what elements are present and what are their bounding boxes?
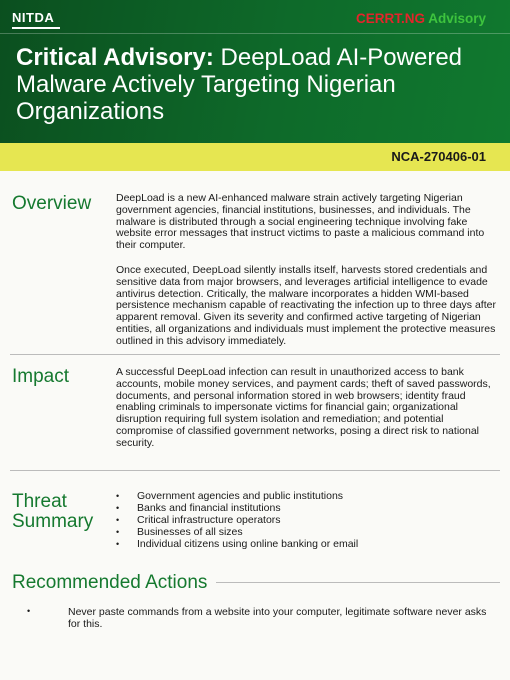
overview-heading: Overview bbox=[12, 193, 92, 214]
divider-impact bbox=[10, 470, 500, 471]
threat-summary-heading bbox=[12, 492, 93, 532]
overview-paragraph-1: DeepLoad is a new AI-enhanced malware strain actively targeting Nigerian government agencies, financial institutions, businesses, and individuals. The malware is distributed through a social engineering technique involving fake website error messages that instruct victims to paste a malicious command into their computer. bbox=[116, 192, 485, 252]
title-bold: Critical Advisory: bbox=[16, 44, 214, 71]
logo-underline bbox=[12, 27, 60, 29]
threat-summary-list bbox=[116, 490, 496, 550]
list-item: • Banks and financial institutions bbox=[116, 502, 496, 514]
nitda-logo: NITDA bbox=[12, 10, 55, 25]
bullet-icon: • bbox=[27, 606, 31, 616]
overview-paragraph-2: Once executed, DeepLoad silently installs itself, harvests stored credentials and sensitive data from major browsers, and leverages artificial intelligence to evade antivirus detection. Critically, the malware incorporates a hidden WMI-based persistence mechanism capable of reactivating the infection up to three days after apparent removal. Given its severity and confirmed active targeting of Nigerian entities, all organizations and individuals must implement the protective measures outlined in this advisory immediately. bbox=[116, 264, 496, 347]
advisory-id: NCA-270406-01 bbox=[391, 149, 486, 164]
brand-cerrt: CERRT.NG bbox=[355, 11, 425, 26]
recommended-item: Never paste commands from a website into your computer, legitimate software never asks for this. bbox=[68, 606, 487, 630]
list-item: • Individual citizens using online banking or email bbox=[116, 538, 496, 550]
brand-advisory: Advisory bbox=[424, 11, 486, 26]
list-item: • Critical infrastructure operators bbox=[116, 514, 496, 526]
divider-overview bbox=[10, 354, 500, 355]
brand-label bbox=[356, 11, 486, 26]
impact-paragraph: A successful DeepLoad infection can result in unauthorized access to bank accounts, mobile money services, and payment cards; theft of saved passwords, documents, and personal information stored in web browsers; identity fraud enabling criminals to impersonate victims for financial gain; organizational disruption requiring full system isolation and remediation; and potential compromise of classified government networks, posing a direct risk to national security. bbox=[116, 366, 491, 449]
title-rest: DeepLoad AI-Powered Malware Actively Targeting Nigerian Organizations bbox=[16, 44, 463, 125]
header-rule bbox=[0, 33, 510, 34]
page-title bbox=[16, 44, 508, 125]
impact-heading: Impact bbox=[12, 366, 70, 387]
header-banner bbox=[0, 0, 510, 143]
recommended-actions-heading: Recommended Actions bbox=[12, 572, 208, 593]
threat-heading-line2: Summary bbox=[12, 511, 94, 532]
recommended-divider bbox=[216, 582, 500, 583]
list-item: • Government agencies and public institutions bbox=[116, 490, 496, 502]
list-item: • Businesses of all sizes bbox=[116, 526, 496, 538]
threat-heading-line1: Threat bbox=[12, 491, 67, 512]
